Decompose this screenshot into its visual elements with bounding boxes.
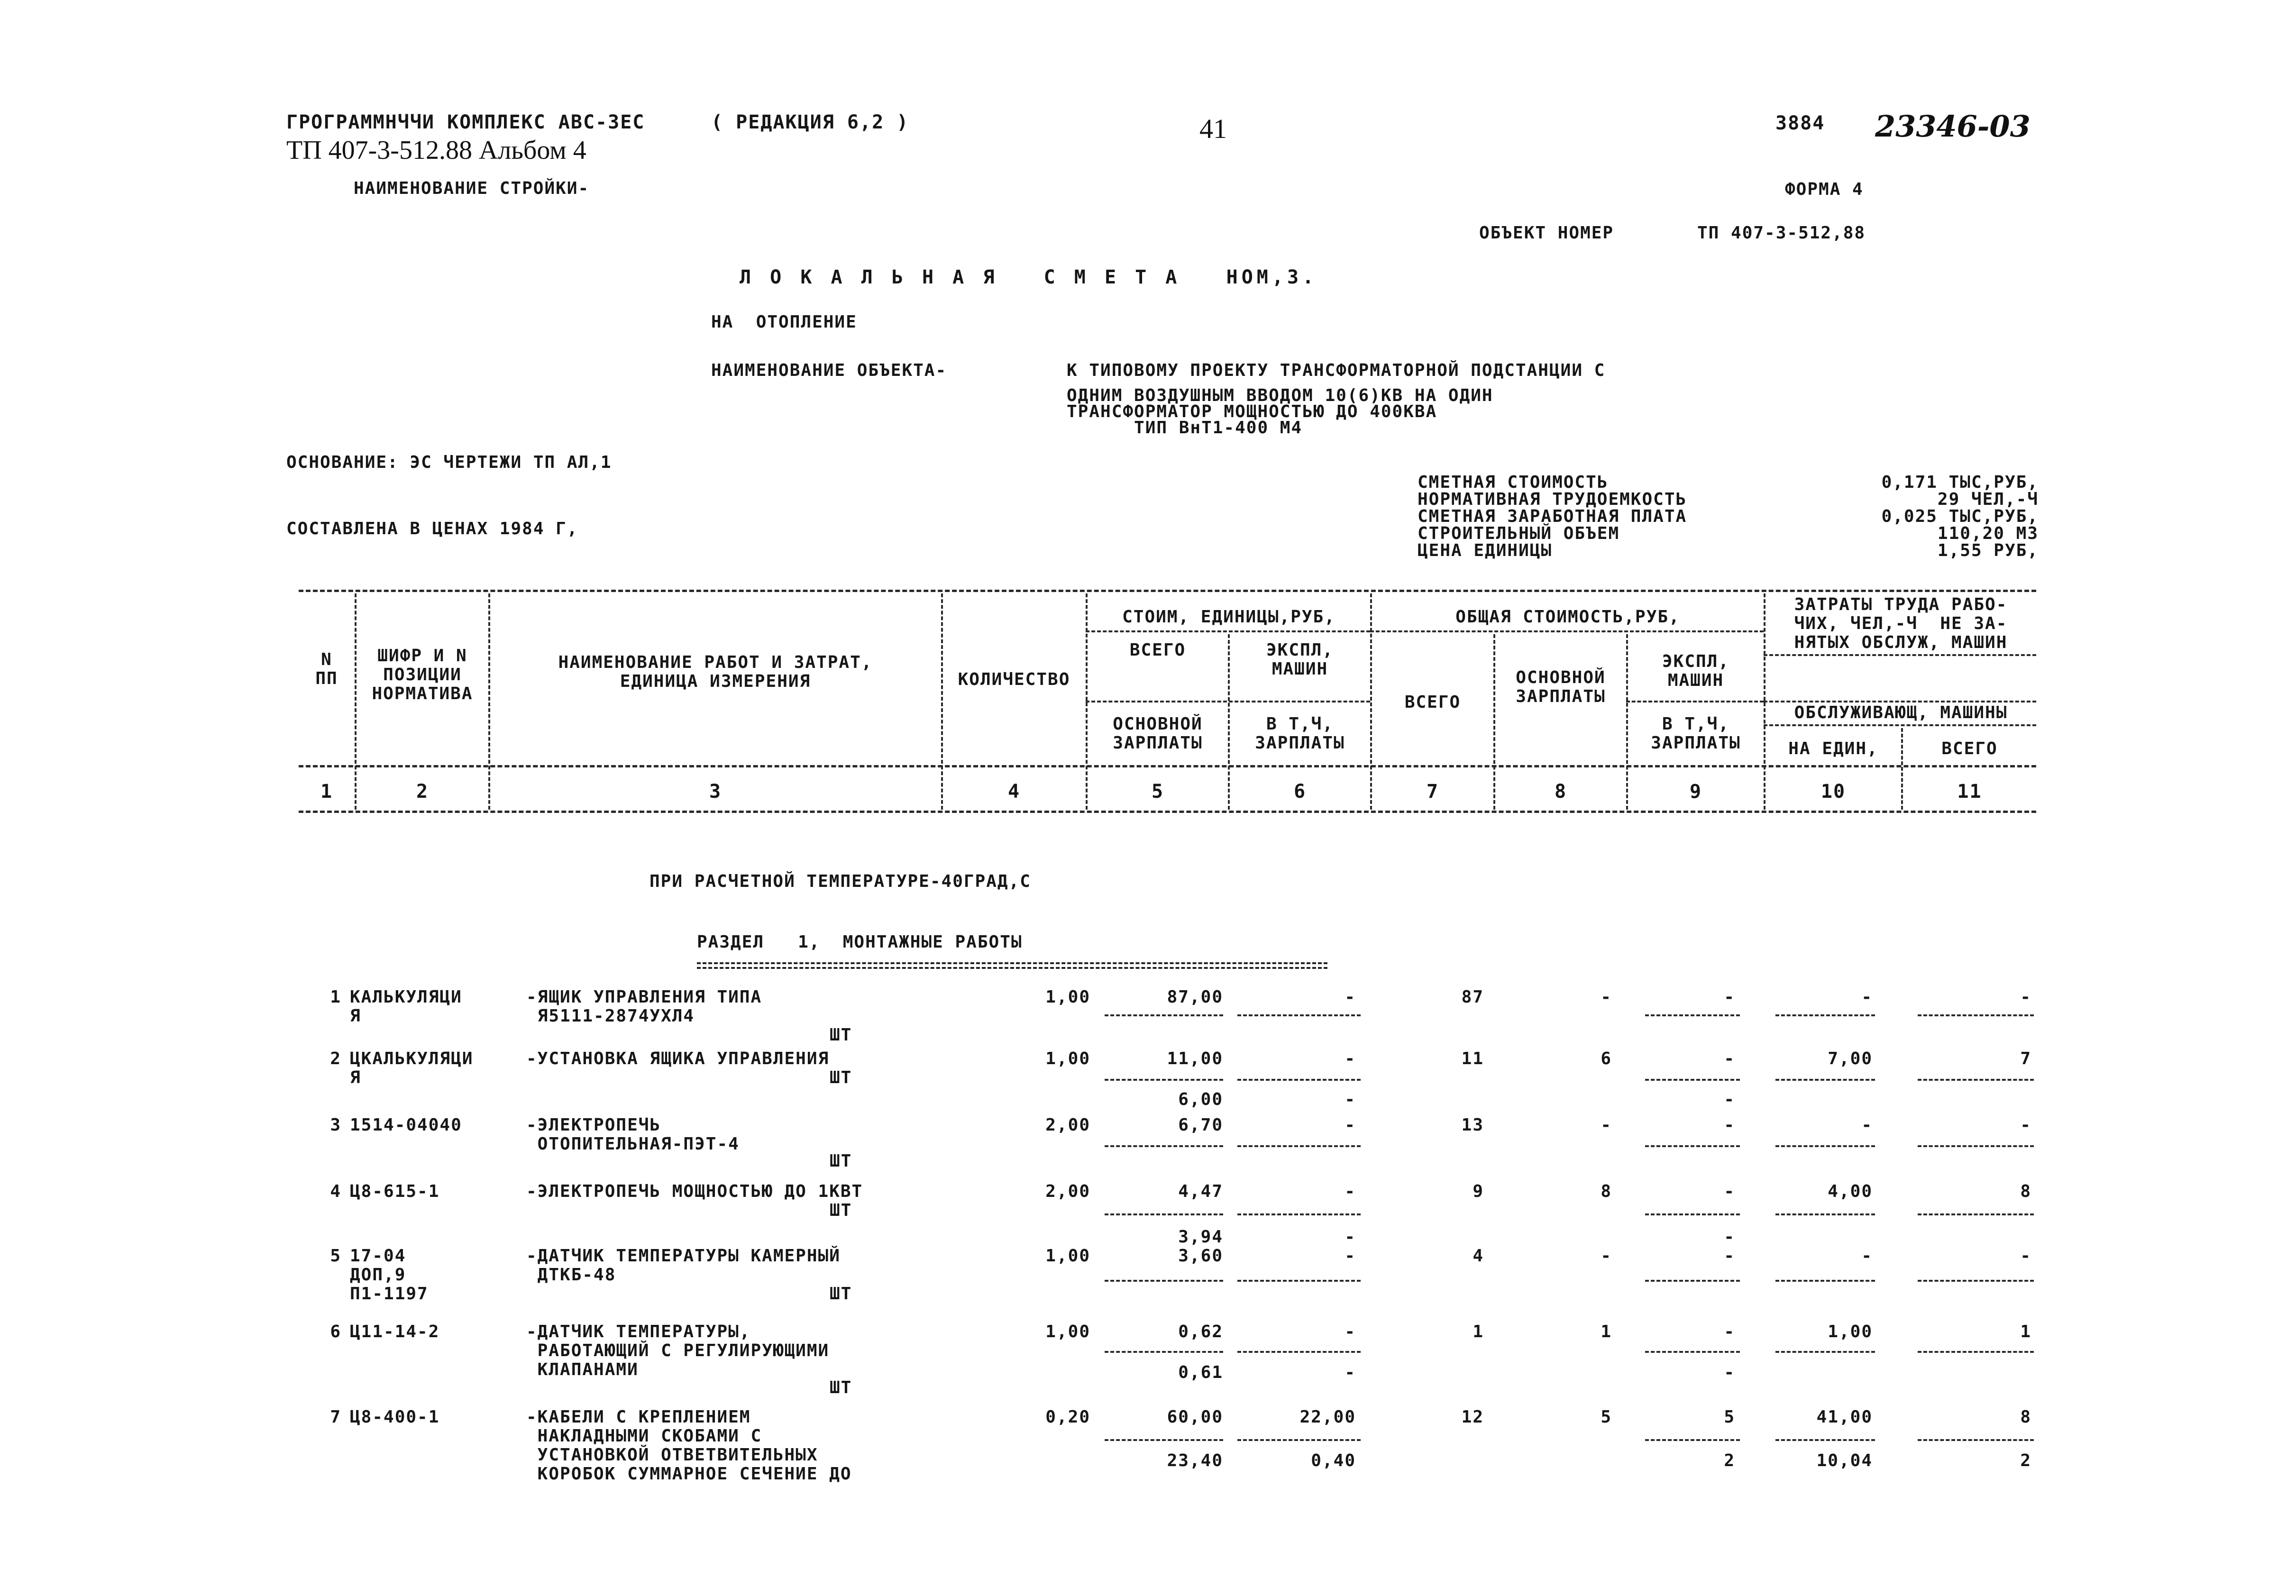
header-col-3: НАИМЕНОВАНИЕ РАБОТ И ЗАТРАТ, ЕДИНИЦА ИЗМЕРЕНИЯ xyxy=(558,653,873,691)
row-7-rule-b xyxy=(1237,1439,1361,1441)
row-2-mach-wages: - xyxy=(1724,1090,1735,1109)
row-2-labor-unit: 7,00 xyxy=(1828,1049,1873,1068)
row-6-unit-mach-wages: - xyxy=(1345,1363,1356,1382)
row-1-name: -ЯЩИК УПРАВЛЕНИЯ ТИПА Я5111-2874УХЛ4 xyxy=(526,987,762,1026)
row-2-unit-total: 11,00 xyxy=(1167,1049,1223,1068)
row-4-labor-total: 8 xyxy=(2020,1182,2031,1201)
row-5-total: 4 xyxy=(1473,1246,1484,1266)
row-2-rule-c xyxy=(1645,1079,1740,1081)
row-4-unit-total: 4,47 xyxy=(1178,1182,1223,1201)
row-2-labor-total: 7 xyxy=(2020,1049,2031,1068)
page-number: 41 xyxy=(1199,113,1227,144)
header-col-10: НА ЕДИН, xyxy=(1788,739,1878,758)
object-name-label: НАИМЕНОВАНИЕ ОБЪЕКТА- xyxy=(711,361,947,380)
doc-code: 3884 xyxy=(1775,112,1825,134)
summary-label-labor: НОРМАТИВНАЯ ТРУДОЕМКОСТЬ xyxy=(1418,490,1687,509)
document-title: Л О К А Л Ь Н А Я С М Е Т А НОМ,3. xyxy=(740,266,1318,288)
row-1-unit: ШТ xyxy=(830,1025,852,1045)
row-5-labor-unit: - xyxy=(1861,1246,1873,1266)
row-5-rule-e xyxy=(1918,1280,2034,1282)
row-1-unit-total: 87,00 xyxy=(1167,987,1223,1007)
row-3-wages: - xyxy=(1601,1115,1612,1135)
row-3-rule-c xyxy=(1645,1145,1740,1147)
row-7-total: 12 xyxy=(1461,1407,1484,1427)
row-2-rule-d xyxy=(1775,1079,1875,1081)
summary-label-unit-price: ЦЕНА ЕДИНИЦЫ xyxy=(1418,541,1553,560)
row-5-rule-d xyxy=(1775,1280,1875,1282)
object-name-line-4: ТИП ВнТ1-400 М4 xyxy=(1067,418,1303,438)
row-3-rule-a xyxy=(1105,1145,1223,1147)
row-1-rule-a xyxy=(1105,1014,1223,1016)
row-4-rule-b xyxy=(1237,1213,1361,1215)
row-5-machines: - xyxy=(1724,1246,1735,1266)
row-6-number: 6 xyxy=(330,1322,341,1341)
row-1-wages: - xyxy=(1601,987,1612,1007)
row-5-name: -ДАТЧИК ТЕМПЕРАТУРЫ КАМЕРНЫЙ ДТКБ-48 xyxy=(526,1246,841,1285)
row-7-labor-total: 8 xyxy=(2020,1407,2031,1427)
summary-value-labor: 29 ЧЕЛ,-Ч xyxy=(1937,490,2039,509)
row-7-number: 7 xyxy=(330,1407,341,1427)
row-6-name: -ДАТЧИК ТЕМПЕРАТУРЫ, РАБОТАЮЩИЙ С РЕГУЛИРУЮЩИМИ КЛАПАНАМИ xyxy=(526,1322,830,1379)
object-name-line-2: ОДНИМ ВОЗДУШНЫМ ВВОДОМ 10(6)КВ НА ОДИН xyxy=(1067,386,1493,405)
row-5-rule-c xyxy=(1645,1280,1740,1282)
row-1-labor-total: - xyxy=(2020,987,2031,1007)
row-3-quantity: 2,00 xyxy=(1045,1115,1090,1135)
row-4-number: 4 xyxy=(330,1182,341,1201)
object-number: ТП 407-3-512,88 xyxy=(1697,223,1866,243)
row-3-name: -ЭЛЕКТРОПЕЧЬ ОТОПИТЕЛЬНАЯ-ПЭТ-4 xyxy=(526,1115,740,1154)
row-6-unit-total: 0,62 xyxy=(1178,1322,1223,1341)
row-5-quantity: 1,00 xyxy=(1045,1246,1090,1266)
row-7-labor-unit: 41,00 xyxy=(1816,1407,1873,1427)
row-4-unit-machines: - xyxy=(1345,1182,1356,1201)
row-2-total: 11 xyxy=(1461,1049,1484,1068)
row-4-labor-unit: 4,00 xyxy=(1828,1182,1873,1201)
row-6-unit-wages: 0,61 xyxy=(1178,1363,1223,1382)
row-7-rule-d xyxy=(1775,1439,1875,1441)
row-2-name: -УСТАНОВКА ЯЩИКА УПРАВЛЕНИЯ xyxy=(526,1049,830,1068)
album-label: ТП 407-3-512.88 Альбом 4 xyxy=(286,136,586,165)
row-7-labor-total-b: 2 xyxy=(2020,1451,2031,1470)
summary-value-unit-price: 1,55 РУБ, xyxy=(1937,541,2039,560)
row-7-rule-c xyxy=(1645,1439,1740,1441)
header-col-4: КОЛИЧЕСТВО xyxy=(958,670,1070,689)
colnum-3: 3 xyxy=(709,781,722,803)
row-2-rule-b xyxy=(1237,1079,1361,1081)
row-6-labor-total: 1 xyxy=(2020,1322,2031,1341)
row-4-code: Ц8-615-1 xyxy=(350,1182,440,1201)
table-top-rule xyxy=(299,590,2036,592)
row-3-unit-machines: - xyxy=(1345,1115,1356,1135)
handwritten-doc-number: 23346-03 xyxy=(1875,109,2031,144)
colnum-9: 9 xyxy=(1689,781,1702,803)
row-1-total: 87 xyxy=(1461,987,1484,1007)
row-1-labor-unit: - xyxy=(1861,987,1873,1007)
row-5-unit: ШТ xyxy=(830,1284,852,1304)
row-6-code: Ц11-14-2 xyxy=(350,1322,440,1341)
summary-value-estimate-cost: 0,171 ТЫС,РУБ, xyxy=(1881,473,2039,492)
row-1-quantity: 1,00 xyxy=(1045,987,1090,1007)
row-4-unit: ШТ xyxy=(830,1201,852,1220)
row-5-number: 5 xyxy=(330,1246,341,1266)
colnum-6: 6 xyxy=(1293,781,1307,803)
row-6-labor-unit: 1,00 xyxy=(1828,1322,1873,1341)
summary-label-estimate-cost: СМЕТНАЯ СТОИМОСТЬ xyxy=(1418,473,1609,492)
rule-unitcost-group xyxy=(1086,630,1370,632)
row-6-unit: ШТ xyxy=(830,1378,852,1397)
header-col-1: N ПП xyxy=(315,650,338,688)
row-7-quantity: 0,20 xyxy=(1045,1407,1090,1427)
row-3-code: 1514-04040 xyxy=(350,1115,462,1135)
colnum-8: 8 xyxy=(1554,781,1567,803)
summary-value-volume: 110,20 М3 xyxy=(1937,524,2039,543)
row-6-wages: 1 xyxy=(1601,1322,1612,1341)
row-2-machines: - xyxy=(1724,1049,1735,1068)
row-1-code: КАЛЬКУЛЯЦИ Я xyxy=(350,987,462,1026)
row-3-unit: ШТ xyxy=(830,1151,852,1171)
header-labor-machines: ОБСЛУЖИВАЮЩ, МАШИНЫ xyxy=(1794,703,2008,722)
column-number-rule xyxy=(299,811,2036,813)
prices-line: СОСТАВЛЕНА В ЦЕНАХ 1984 Г, xyxy=(286,519,578,538)
row-2-unit: ШТ xyxy=(830,1068,852,1087)
row-7-rule-e xyxy=(1918,1439,2034,1441)
header-col-5a: ВСЕГО xyxy=(1129,640,1186,660)
row-3-unit-total: 6,70 xyxy=(1178,1115,1223,1135)
row-1-rule-c xyxy=(1645,1014,1740,1016)
row-3-rule-e xyxy=(1918,1145,2034,1147)
row-5-labor-total: - xyxy=(2020,1246,2031,1266)
temperature-line: ПРИ РАСЧЕТНОЙ ТЕМПЕРАТУРЕ-40ГРАД,С xyxy=(649,872,1031,891)
header-col-11: ВСЕГО xyxy=(1941,739,1998,758)
header-col-8: ОСНОВНОЙ ЗАРПЛАТЫ xyxy=(1516,668,1606,706)
row-2-unit-machines: - xyxy=(1345,1049,1356,1068)
row-2-quantity: 1,00 xyxy=(1045,1049,1090,1068)
row-2-unit-mach-wages: - xyxy=(1345,1090,1356,1109)
row-2-unit-wages: 6,00 xyxy=(1178,1090,1223,1109)
row-4-total: 9 xyxy=(1473,1182,1484,1201)
header-col-7: ВСЕГО xyxy=(1404,693,1461,712)
row-2-code: ЦКАЛЬКУЛЯЦИ Я xyxy=(350,1049,474,1087)
row-3-labor-unit: - xyxy=(1861,1115,1873,1135)
basis-line: ОСНОВАНИЕ: ЭС ЧЕРТЕЖИ ТП АЛ,1 xyxy=(286,453,612,472)
header-labor-group: ЗАТРАТЫ ТРУДА РАБО- ЧИХ, ЧЕЛ,-Ч НЕ ЗА- НЯТЫХ ОБСЛУЖ, МАШИН xyxy=(1794,595,2008,652)
colnum-11: 11 xyxy=(1957,781,1982,803)
rule-totalcost-group xyxy=(1370,630,1764,632)
row-2-rule-e xyxy=(1918,1079,2034,1081)
row-1-rule-b xyxy=(1237,1014,1361,1016)
row-6-quantity: 1,00 xyxy=(1045,1322,1090,1341)
object-name-line-1: К ТИПОВОМУ ПРОЕКТУ ТРАНСФОРМАТОРНОЙ ПОДСТАНЦИИ С xyxy=(1067,361,1606,380)
row-4-name: -ЭЛЕКТРОПЕЧЬ МОЩНОСТЬЮ ДО 1КВТ xyxy=(526,1182,863,1201)
row-4-rule-e xyxy=(1918,1213,2034,1215)
header-col-6a: ЭКСПЛ, МАШИН xyxy=(1266,640,1334,679)
row-7-unit-total: 60,00 xyxy=(1167,1407,1223,1427)
row-5-unit-total: 3,60 xyxy=(1178,1246,1223,1266)
colnum-7: 7 xyxy=(1426,781,1439,803)
row-4-quantity: 2,00 xyxy=(1045,1182,1090,1201)
row-3-rule-d xyxy=(1775,1145,1875,1147)
row-7-labor-unit-b: 10,04 xyxy=(1816,1451,1873,1470)
row-4-unit-mach-wages: - xyxy=(1345,1227,1356,1247)
row-7-wages: 5 xyxy=(1601,1407,1612,1427)
header-col-5b: ОСНОВНОЙ ЗАРПЛАТЫ xyxy=(1113,714,1203,753)
rule-labor-group xyxy=(1764,654,2036,656)
header-bottom-rule xyxy=(299,765,2036,767)
row-1-rule-d xyxy=(1775,1014,1875,1016)
row-6-machines: - xyxy=(1724,1322,1735,1341)
row-4-rule-d xyxy=(1775,1213,1875,1215)
row-7-mach-wages: 2 xyxy=(1724,1451,1735,1470)
col-separator-3 xyxy=(941,593,943,810)
row-5-rule-b xyxy=(1237,1280,1361,1282)
row-5-unit-machines: - xyxy=(1345,1246,1356,1266)
row-7-code: Ц8-400-1 xyxy=(350,1407,440,1427)
row-6-rule-e xyxy=(1918,1351,2034,1353)
row-6-rule-b xyxy=(1237,1351,1361,1353)
row-1-unit-machines: - xyxy=(1345,987,1356,1007)
colnum-10: 10 xyxy=(1820,781,1846,803)
colnum-5: 5 xyxy=(1151,781,1164,803)
col-separator-2 xyxy=(488,593,490,810)
row-1-machines: - xyxy=(1724,987,1735,1007)
header-col-2: ШИФР И N ПОЗИЦИИ НОРМАТИВА xyxy=(372,646,473,703)
row-3-total: 13 xyxy=(1461,1115,1484,1135)
summary-value-wages: 0,025 ТЫС,РУБ, xyxy=(1881,507,2039,526)
construction-label: НАИМЕНОВАНИЕ СТРОЙКИ- xyxy=(354,179,590,198)
row-5-code: 17-04 ДОП,9 П1-1197 xyxy=(350,1246,429,1304)
header-col-6b: В Т,Ч, ЗАРПЛАТЫ xyxy=(1255,714,1345,753)
row-2-wages: 6 xyxy=(1601,1049,1612,1068)
row-5-wages: - xyxy=(1601,1246,1612,1266)
row-7-unit-wages: 23,40 xyxy=(1167,1451,1223,1470)
row-3-number: 3 xyxy=(330,1115,341,1135)
estimate-subject: НА ОТОПЛЕНИЕ xyxy=(711,312,857,332)
row-7-unit-mach-wages: 0,40 xyxy=(1311,1451,1356,1470)
row-3-machines: - xyxy=(1724,1115,1735,1135)
summary-label-volume: СТРОИТЕЛЬНЫЙ ОБЪЕМ xyxy=(1418,524,1620,543)
summary-label-wages: СМЕТНАЯ ЗАРАБОТНАЯ ПЛАТА xyxy=(1418,507,1687,526)
form-label: ФОРМА 4 xyxy=(1785,180,1864,199)
row-6-unit-machines: - xyxy=(1345,1322,1356,1341)
row-7-name: -КАБЕЛИ С КРЕПЛЕНИЕМ НАКЛАДНЫМИ СКОБАМИ С УСТАНОВКОЙ ОТВЕТВИТЕЛЬНЫХ КОРОБОК СУММАРНОЕ СЕЧЕНИЕ ДО xyxy=(526,1407,852,1484)
colnum-4: 4 xyxy=(1007,781,1021,803)
object-label: ОБЪЕКТ НОМЕР xyxy=(1479,223,1614,243)
row-6-rule-d xyxy=(1775,1351,1875,1353)
row-7-machines: 5 xyxy=(1724,1407,1735,1427)
row-7-unit-machines: 22,00 xyxy=(1299,1407,1356,1427)
section-underline xyxy=(697,962,1327,969)
rule-labor-sub xyxy=(1764,701,2036,702)
rule-machines-sub xyxy=(1626,701,1764,702)
row-7-rule-a xyxy=(1105,1439,1223,1441)
header-col-9b: В Т,Ч, ЗАРПЛАТЫ xyxy=(1651,714,1741,753)
row-3-labor-total: - xyxy=(2020,1115,2031,1135)
edition-label: ( РЕДАКЦИЯ 6,2 ) xyxy=(711,111,909,133)
row-5-rule-a xyxy=(1105,1280,1223,1282)
row-3-rule-b xyxy=(1237,1145,1361,1147)
object-name-line-3: ТРАНСФОРМАТОР МОЩНОСТЬЮ ДО 400КВА xyxy=(1067,402,1437,421)
row-2-number: 2 xyxy=(330,1049,341,1068)
rule-labor-sub2 xyxy=(1764,724,2036,726)
row-4-rule-a xyxy=(1105,1213,1223,1215)
row-4-unit-wages: 3,94 xyxy=(1178,1227,1223,1247)
header-totalcost-group: ОБЩАЯ СТОИМОСТЬ,РУБ, xyxy=(1455,607,1680,627)
row-6-rule-c xyxy=(1645,1351,1740,1353)
row-6-mach-wages: - xyxy=(1724,1363,1735,1382)
row-4-wages: 8 xyxy=(1601,1182,1612,1201)
row-4-rule-c xyxy=(1645,1213,1740,1215)
row-2-rule-a xyxy=(1105,1079,1223,1081)
program-name: ГРОГРАММНЧЧИ КОМПЛЕКС АВС-3ЕС xyxy=(286,111,645,133)
row-6-rule-a xyxy=(1105,1351,1223,1353)
header-unitcost-group: СТОИМ, ЕДИНИЦЫ,РУБ, xyxy=(1122,607,1336,627)
colnum-2: 2 xyxy=(416,781,429,803)
row-4-machines: - xyxy=(1724,1182,1735,1201)
row-1-number: 1 xyxy=(330,987,341,1007)
colnum-1: 1 xyxy=(320,781,333,803)
row-1-rule-e xyxy=(1918,1014,2034,1016)
header-col-9a: ЭКСПЛ, МАШИН xyxy=(1662,652,1730,690)
row-4-mach-wages: - xyxy=(1724,1227,1735,1247)
row-6-total: 1 xyxy=(1473,1322,1484,1341)
section-title: РАЗДЕЛ 1, МОНТАЖНЫЕ РАБОТЫ xyxy=(697,932,1023,952)
